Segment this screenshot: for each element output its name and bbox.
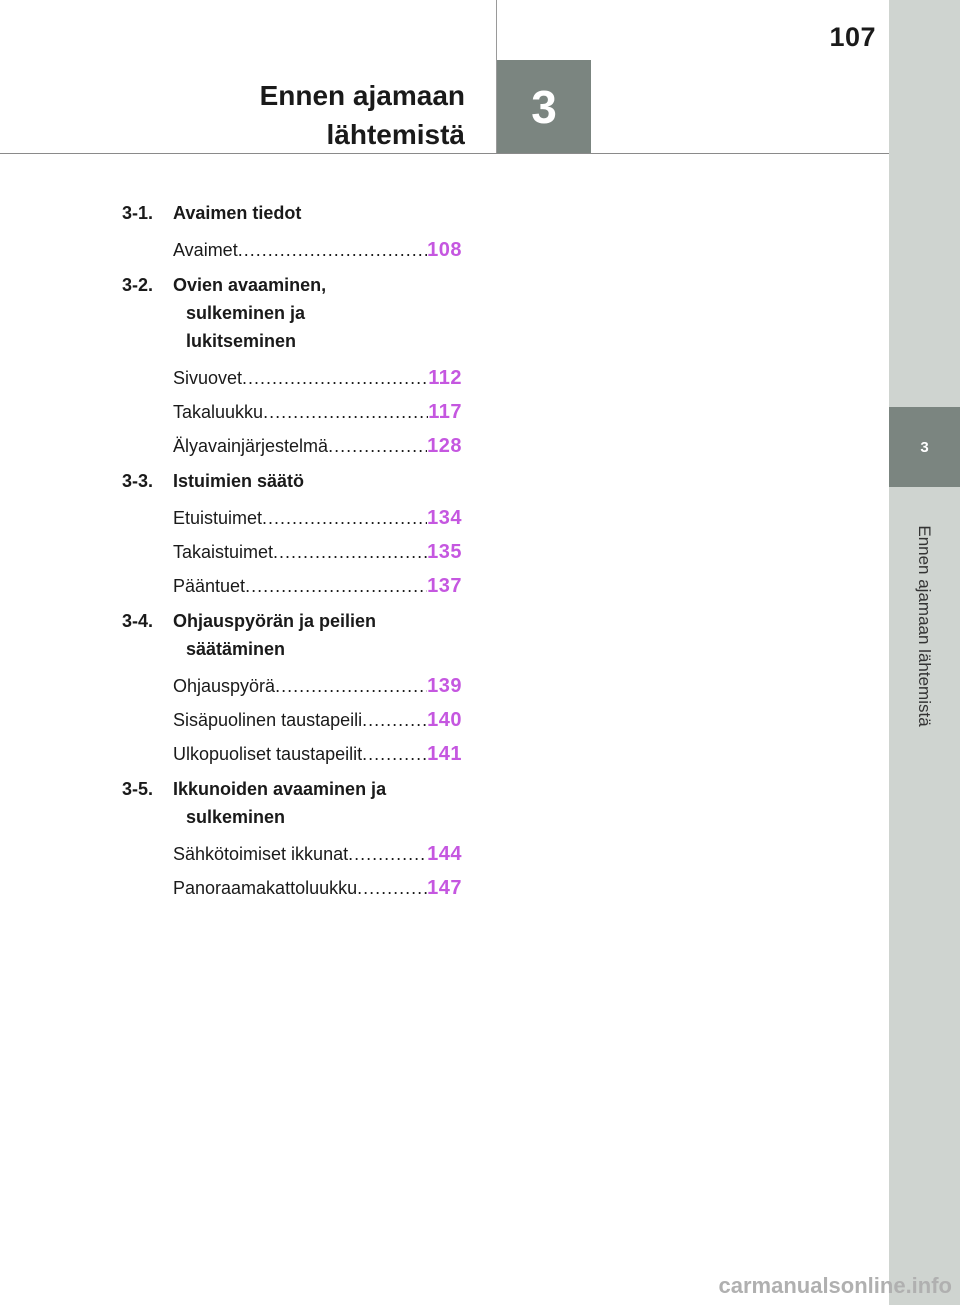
section-number: 3-5.	[122, 779, 154, 799]
section-title: Ohjauspyörän ja peilien säätäminen	[173, 611, 377, 659]
section-title: Ikkunoiden avaaminen ja sulkeminen	[173, 779, 387, 827]
dot-leader	[328, 429, 427, 463]
entry-label: Ohjauspyörä	[173, 676, 276, 696]
dot-leader	[242, 361, 428, 395]
chapter-title-line-2: lähtemistä	[326, 119, 465, 150]
entry-label: Sähkötoimiset ikkunat	[173, 844, 349, 864]
toc-entry[interactable]	[173, 535, 462, 569]
toc-entry[interactable]	[173, 837, 462, 871]
entry-label: Takaistuimet	[173, 542, 274, 562]
entry-label: Avaimet	[173, 240, 238, 260]
section-title: Ovien avaaminen, sulkeminen ja lukitseminen	[173, 275, 327, 351]
entry-label: Etuistuimet	[173, 508, 263, 528]
toc-section-3-5	[122, 775, 462, 831]
toc-entry[interactable]	[173, 395, 462, 429]
entry-page-link[interactable]: 135	[427, 541, 462, 563]
entry-label: Sivuovet	[173, 368, 243, 388]
entry-page-link[interactable]: 108	[427, 239, 462, 261]
table-of-contents	[122, 199, 462, 905]
toc-section-3-1	[122, 199, 462, 227]
toc-entry[interactable]	[173, 569, 462, 603]
section-number: 3-2.	[122, 275, 154, 295]
entry-label: Älyavainjärjestelmä	[173, 436, 329, 456]
section-title: Istuimien säätö	[173, 471, 305, 491]
entry-page-link[interactable]: 141	[427, 743, 462, 765]
dot-leader	[357, 871, 427, 905]
chapter-number-box: 3	[497, 60, 591, 153]
toc-entry[interactable]	[173, 501, 462, 535]
section-number: 3-3.	[122, 471, 154, 491]
toc-section-3-3	[122, 467, 462, 495]
chapter-title	[260, 76, 465, 154]
toc-entry[interactable]	[173, 361, 462, 395]
section-number: 3-1.	[122, 203, 154, 223]
entry-page-link[interactable]: 137	[427, 575, 462, 597]
watermark[interactable]: carmanualsonline.info	[718, 1273, 952, 1298]
dot-leader	[245, 569, 427, 603]
entry-page-link[interactable]: 140	[427, 709, 462, 731]
entry-label: Ulkopuoliset taustapeilit	[173, 744, 363, 764]
entry-label: Sisäpuolinen taustapeili	[173, 710, 363, 730]
toc-section-3-4	[122, 607, 462, 663]
entry-page-link[interactable]: 128	[427, 435, 462, 457]
toc-entry[interactable]	[173, 669, 462, 703]
dot-leader	[263, 395, 428, 429]
toc-entry[interactable]	[173, 703, 462, 737]
section-number: 3-4.	[122, 611, 154, 631]
entry-page-link[interactable]: 117	[428, 401, 462, 423]
entry-label: Pääntuet	[173, 576, 246, 596]
dot-leader	[362, 737, 427, 771]
entry-page-link[interactable]: 139	[427, 675, 462, 697]
entry-label: Takaluukku	[173, 402, 264, 422]
toc-entry[interactable]	[173, 429, 462, 463]
dot-leader	[273, 535, 427, 569]
dot-leader	[275, 669, 427, 703]
dot-leader	[362, 703, 427, 737]
page-number: 107	[829, 22, 876, 52]
dot-leader	[262, 501, 427, 535]
toc-entry[interactable]	[173, 737, 462, 771]
side-chapter-tab[interactable]: 3	[889, 407, 960, 487]
section-title: Avaimen tiedot	[173, 203, 302, 223]
dot-leader	[348, 837, 427, 871]
entry-page-link[interactable]: 112	[428, 367, 462, 389]
entry-page-link[interactable]: 147	[427, 877, 462, 899]
entry-page-link[interactable]: 144	[427, 843, 462, 865]
dot-leader	[238, 233, 427, 267]
toc-section-3-2	[122, 271, 462, 355]
side-chapter-label: Ennen ajamaan lähtemistä	[915, 525, 934, 727]
chapter-title-line-1: Ennen ajamaan	[259, 80, 465, 111]
toc-entry[interactable]	[173, 871, 462, 905]
entry-label: Panoraamakattoluukku	[173, 878, 358, 898]
toc-entry[interactable]	[173, 233, 462, 267]
entry-page-link[interactable]: 134	[427, 507, 462, 529]
